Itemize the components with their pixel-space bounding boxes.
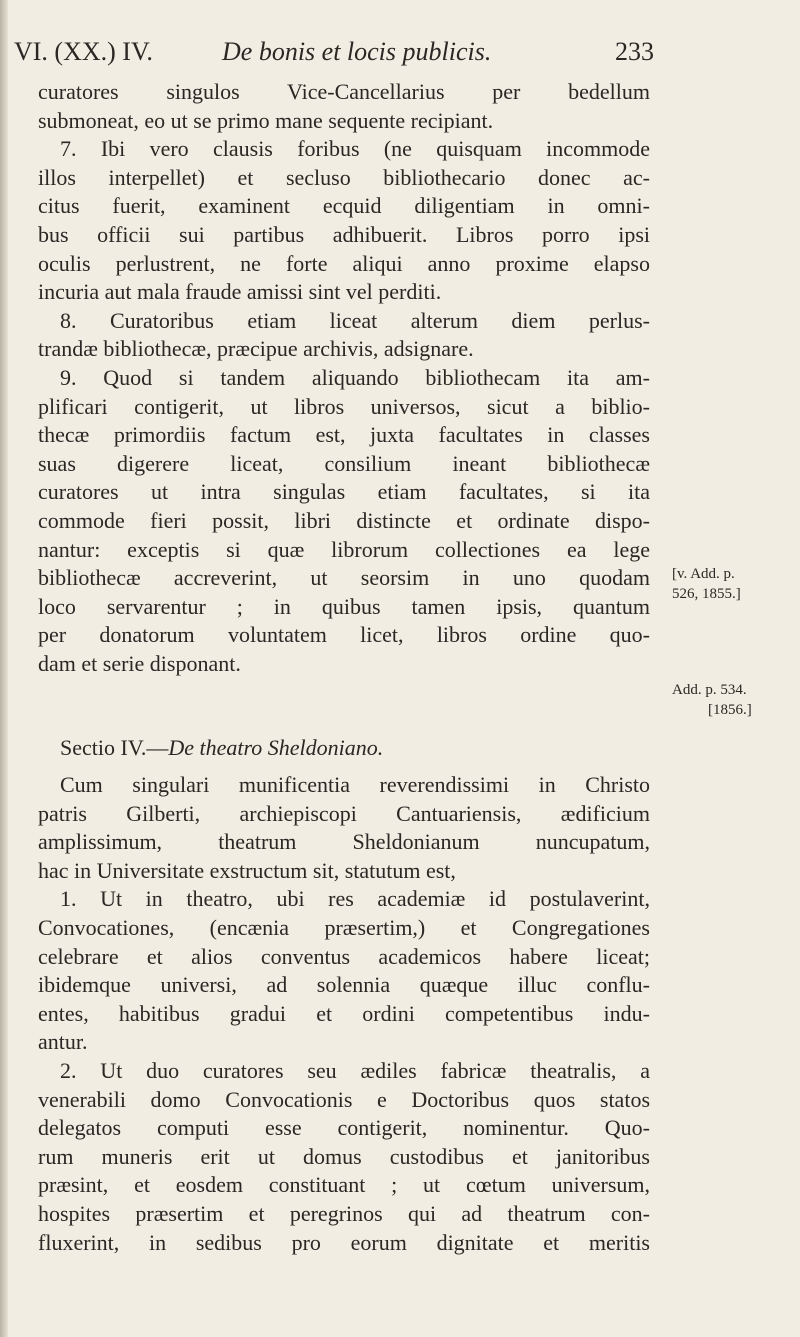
text-line: commode fieri possit, libri distincte et ordinate dispo-	[38, 507, 650, 533]
body-text	[38, 78, 650, 1257]
paragraph-s1	[38, 885, 650, 1057]
header-title: De bonis et locis publicis.	[222, 37, 492, 66]
text-line: præsint, et eosdem constituant ; ut cœtum universum,	[38, 1172, 650, 1198]
section-title: De theatro Sheldoniano.	[168, 735, 384, 761]
text-line: amplissimum, theatrum Sheldonianum nuncupatum,	[38, 829, 650, 855]
book-page	[14, 0, 800, 1337]
text-line: dam et serie disponant.	[38, 650, 241, 676]
text-line: delegatos computi esse contigerit, nominentur. Quo-	[38, 1115, 650, 1141]
section-heading	[38, 734, 650, 763]
text-line: plificari contigerit, ut libros universos, sicut a biblio-	[38, 393, 650, 419]
text-line: Convocationes, (encænia præsertim,) et Congregationes	[38, 915, 650, 941]
text-line: loco servarentur ; in quibus tamen ipsis, quantum	[38, 593, 650, 619]
margin-reference	[672, 564, 800, 604]
running-header	[14, 36, 654, 68]
text-line: 1. Ut in theatro, ubi res academiæ id postulaverint,	[60, 886, 650, 912]
header-chapter: VI. (XX.) IV.	[14, 37, 153, 66]
text-line: ibidemque universi, ad solennia quæque illuc conflu-	[38, 972, 650, 998]
text-line: hospites præsertim et peregrinos qui ad theatrum con-	[38, 1200, 650, 1226]
paragraph-s2	[38, 1057, 650, 1257]
text-line: illos interpellet) et secluso bibliothecario donec ac-	[38, 164, 650, 190]
margin-line: [1856.]	[708, 702, 752, 718]
text-line: oculis perlustrent, ne forte aliqui anno proxime elapso	[38, 250, 650, 276]
margin-reference	[672, 680, 800, 720]
text-line: celebrare et alios conventus academicos habere liceat;	[38, 943, 650, 969]
text-line: bibliothecæ accreverint, ut seorsim in uno quodam	[38, 565, 650, 591]
text-line: hac in Universitate exstructum sit, statutum est,	[38, 857, 456, 883]
margin-line: Add. p. 534.	[672, 682, 747, 698]
paragraph-continued	[38, 78, 650, 135]
text-line: bus officii sui partibus adhibuerit. Libros porro ipsi	[38, 221, 650, 247]
section-intro	[38, 771, 650, 885]
text-line: 2. Ut duo curatores seu ædiles fabricæ theatralis, a	[60, 1058, 650, 1083]
paragraph-7	[38, 135, 650, 307]
text-line: 9. Quod si tandem aliquando bibliothecam ita am-	[60, 364, 650, 390]
page-number: 233	[615, 37, 654, 66]
text-line: venerabili domo Convocationis e Doctoribus quos statos	[38, 1086, 650, 1112]
book-spine-shadow	[0, 0, 8, 1337]
text-line: nantur: exceptis si quæ librorum collectiones ea lege	[38, 536, 650, 562]
text-line: per donatorum voluntatem licet, libros ordine quo-	[38, 622, 650, 648]
text-line: suas digerere liceat, consilium ineant bibliothecæ	[38, 450, 650, 476]
text-line: submoneat, eo ut se primo mane sequente recipiant.	[38, 107, 494, 133]
text-line: 8. Curatoribus etiam liceat alterum diem perlus-	[60, 307, 650, 333]
text-line: trandæ bibliothecæ, præcipue archivis, adsignare.	[38, 336, 474, 362]
section-number: Sectio IV.—	[60, 735, 169, 761]
text-line: rum muneris erit ut domus custodibus et janitoribus	[38, 1143, 650, 1169]
section-spacer	[38, 678, 650, 734]
text-line: Cum singulari munificentia reverendissimi in Christo	[60, 772, 650, 798]
margin-line: [v. Add. p.	[672, 566, 735, 582]
text-line: patris Gilberti, archiepiscopi Cantuariensis, ædificium	[38, 800, 650, 826]
margin-line: 526, 1855.]	[672, 586, 741, 602]
text-line: curatores singulos Vice-Cancellarius per bedellum	[38, 79, 650, 104]
text-line: 7. Ibi vero clausis foribus (ne quisquam incommode	[60, 136, 650, 162]
heading-spacer	[38, 763, 650, 771]
text-line: incuria aut mala fraude amissi sint vel perditi.	[38, 279, 442, 305]
text-line: citus fuerit, examinent ecquid diligentiam in omni-	[38, 193, 650, 219]
text-line: fluxerint, in sedibus pro eorum dignitate et meritis	[38, 1229, 650, 1255]
text-line: entes, habitibus gradui et ordini competentibus indu-	[38, 1000, 650, 1026]
text-line: thecæ primordiis factum est, juxta facultates in classes	[38, 422, 650, 448]
paragraph-9	[38, 364, 650, 679]
paragraph-8	[38, 307, 650, 364]
text-line: antur.	[38, 1029, 88, 1055]
text-line: curatores ut intra singulas etiam facultates, si ita	[38, 479, 650, 505]
